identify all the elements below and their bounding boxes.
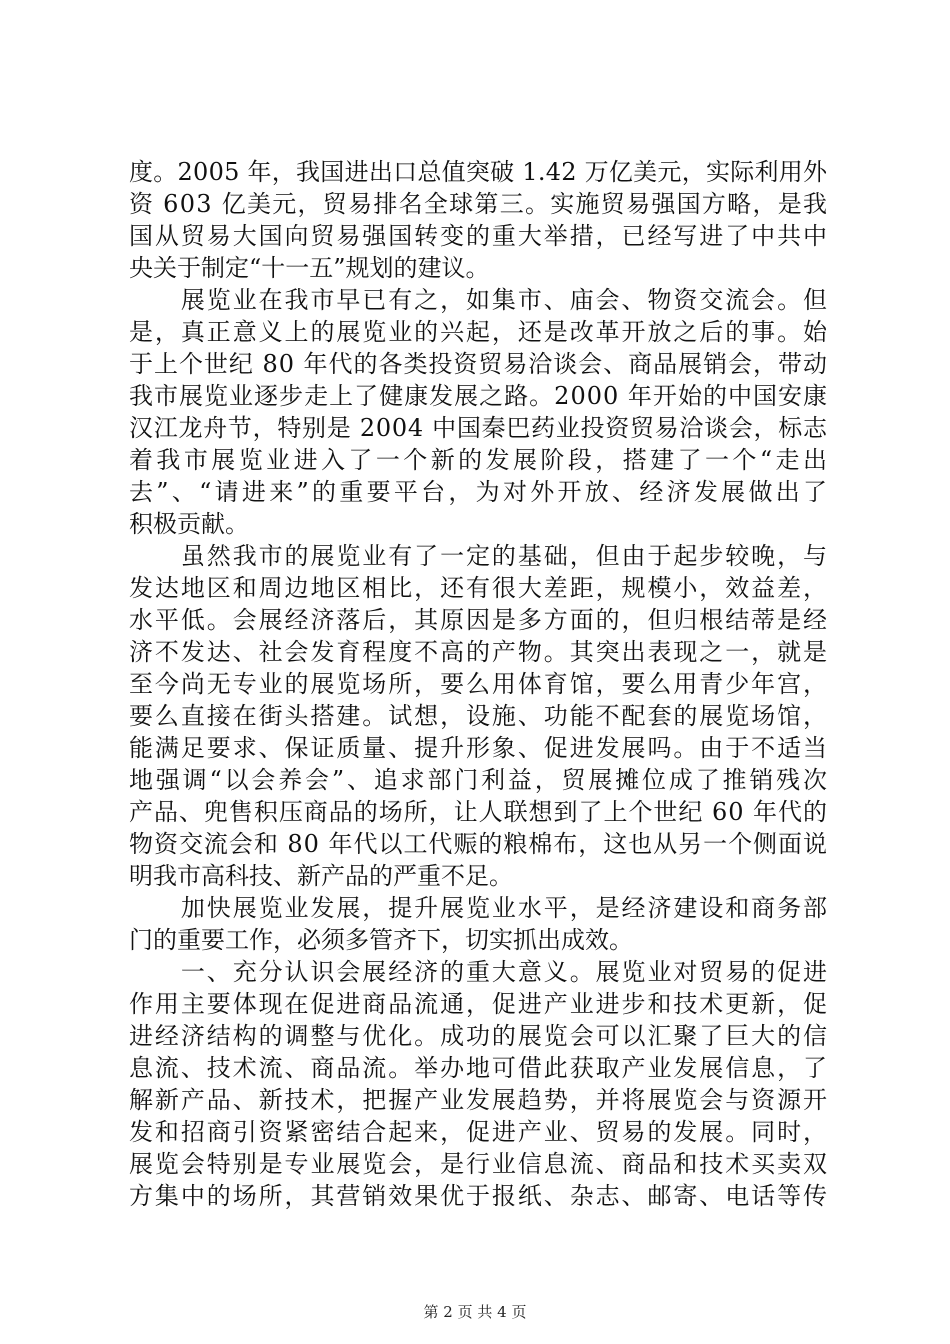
text-line: 解新产品、新技术，把握产业发展趋势，并将展览会与资源开 (129, 1086, 829, 1114)
text-line: 我市展览业逐步走上了健康发展之路。2000 年开始的中国安康 (129, 382, 828, 410)
text-line: 展览会特别是专业展览会，是行业信息流、商品和技术买卖双 (129, 1150, 829, 1178)
text-line: 济不发达、社会发育程度不高的产物。其突出表现之一，就是 (129, 638, 829, 666)
text-line: 至今尚无专业的展览场所，要么用体育馆，要么用青少年宫， (129, 670, 829, 698)
page-footer: 第 2 页 共 4 页 (423, 1303, 527, 1321)
text-line: 资 603 亿美元，贸易排名全球第三。实施贸易强国方略，是我 (129, 190, 829, 218)
text-line: 一、充分认识会展经济的重大意义。展览业对贸易的促进 (129, 958, 829, 986)
text-line: 央关于制定“十一五”规划的建议。 (129, 254, 490, 282)
text-line: 发达地区和周边地区相比，还有很大差距，规模小，效益差， (129, 574, 829, 602)
text-line: 明我市高科技、新产品的严重不足。 (129, 862, 513, 890)
text-line: 发和招商引资紧密结合起来，促进产业、贸易的发展。同时， (129, 1118, 829, 1146)
text-line: 是，真正意义上的展览业的兴起，还是改革开放之后的事。始 (129, 318, 829, 346)
body-text (129, 156, 831, 1212)
text-line: 水平低。会展经济落后，其原因是多方面的，但归根结蒂是经 (129, 606, 829, 634)
text-line: 能满足要求、保证质量、提升形象、促进发展吗。由于不适当 (129, 734, 829, 762)
text-line: 积极贡献。 (129, 510, 249, 538)
text-line: 息流、技术流、商品流。举办地可借此获取产业发展信息，了 (129, 1054, 829, 1082)
text-line: 加快展览业发展，提升展览业水平，是经济建设和商务部 (129, 894, 829, 922)
text-line: 着我市展览业进入了一个新的发展阶段，搭建了一个“走出 (129, 446, 831, 474)
text-line: 虽然我市的展览业有了一定的基础，但由于起步较晚，与 (129, 542, 829, 570)
text-line: 要么直接在街头搭建。试想，设施、功能不配套的展览场馆， (129, 702, 829, 730)
text-line: 于上个世纪 80 年代的各类投资贸易洽谈会、商品展销会，带动 (129, 350, 828, 378)
text-line: 度。2005 年，我国进出口总值突破 1.42 万亿美元，实际利用外 (129, 158, 828, 186)
text-line: 国从贸易大国向贸易强国转变的重大举措，已经写进了中共中 (129, 222, 829, 250)
text-line: 地强调“以会养会”、追求部门利益，贸展摊位成了推销残次 (129, 766, 830, 794)
text-line: 汉江龙舟节，特别是 2004 中国秦巴药业投资贸易洽谈会，标志 (129, 414, 828, 442)
text-line: 去”、“请进来”的重要平台，为对外开放、经济发展做出了 (129, 478, 831, 506)
text-line: 物资交流会和 80 年代以工代赈的粮棉布，这也从另一个侧面说 (129, 830, 828, 858)
text-line: 进经济结构的调整与优化。成功的展览会可以汇聚了巨大的信 (129, 1022, 829, 1050)
text-line: 方集中的场所，其营销效果优于报纸、杂志、邮寄、电话等传 (129, 1182, 829, 1210)
text-line: 产品、兜售积压商品的场所，让人联想到了上个世纪 60 年代的 (129, 798, 828, 826)
text-line: 作用主要体现在促进商品流通，促进产业进步和技术更新，促 (129, 990, 829, 1018)
text-line: 门的重要工作，必须多管齐下，切实抓出成效。 (129, 926, 633, 954)
text-line: 展览业在我市早已有之，如集市、庙会、物资交流会。但 (129, 286, 829, 314)
